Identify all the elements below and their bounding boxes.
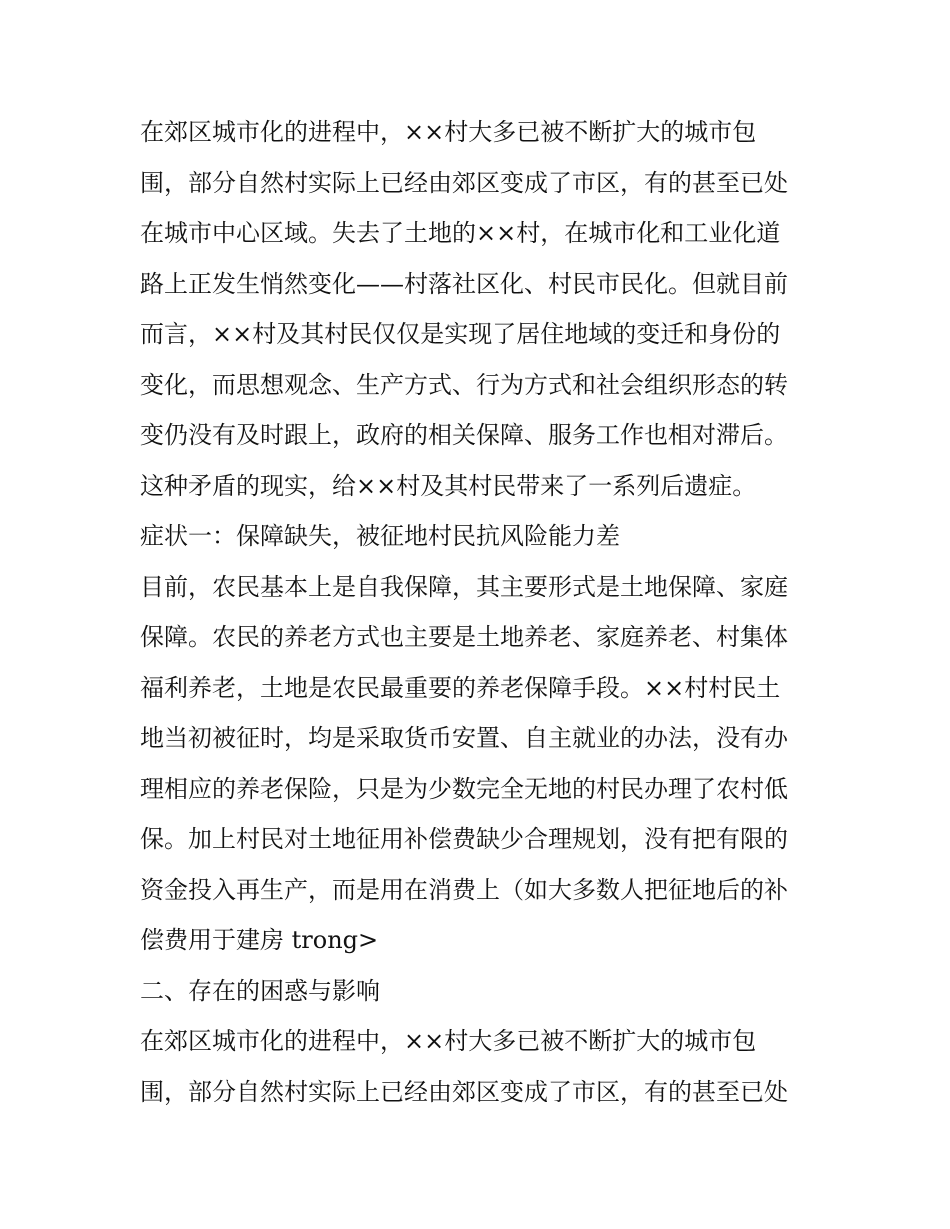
- text-line: 路上正发生悄然变化——村落社区化、村民市民化。但就目前: [140, 269, 788, 298]
- text-line: 理相应的养老保险，只是为少数完全无地的村民办理了农村低: [140, 774, 788, 803]
- text-line: 资金投入再生产，而是用在消费上（如大多数人把征地后的补: [140, 875, 788, 904]
- body-text: [140, 107, 830, 1117]
- text-line: 保障。农民的养老方式也主要是土地养老、家庭养老、村集体: [140, 623, 788, 651]
- text-line: 这种矛盾的现实，给××村及其村民带来了一系列后遗症。: [140, 471, 757, 500]
- text-line: 在郊区城市化的进程中，××村大多已被不断扩大的城市包: [140, 118, 757, 146]
- section-heading: 二、存在的困惑与影响: [140, 976, 380, 1005]
- text-line: 围，部分自然村实际上已经由郊区变成了市区，有的甚至已处: [140, 1077, 788, 1106]
- text-line: 变化，而思想观念、生产方式、行为方式和社会组织形态的转: [140, 370, 788, 399]
- text-line: 目前，农民基本上是自我保障，其主要形式是土地保障、家庭: [140, 572, 788, 601]
- text-line: 变仍没有及时跟上，政府的相关保障、服务工作也相对滞后。: [140, 421, 788, 449]
- text-line: 地当初被征时，均是采取货币安置、自主就业的办法，没有办: [140, 724, 788, 752]
- text-line: 在城市中心区域。失去了土地的××村，在城市化和工业化道: [140, 219, 781, 247]
- section-heading: 症状一：保障缺失，被征地村民抗风险能力差: [140, 522, 620, 550]
- text-line: 保。加上村民对土地征用补偿费缺少合理规划，没有把有限的: [140, 825, 788, 853]
- text-line: 福利养老，土地是农民最重要的养老保障手段。××村村民土: [140, 673, 781, 702]
- text-line: 偿费用于建房 trong>: [140, 926, 379, 954]
- text-line: 而言，××村及其村民仅仅是实现了居住地域的变迁和身份的: [140, 320, 781, 348]
- text-line: 围，部分自然村实际上已经由郊区变成了市区，有的甚至已处: [140, 168, 788, 197]
- text-line: 在郊区城市化的进程中，××村大多已被不断扩大的城市包: [140, 1027, 757, 1055]
